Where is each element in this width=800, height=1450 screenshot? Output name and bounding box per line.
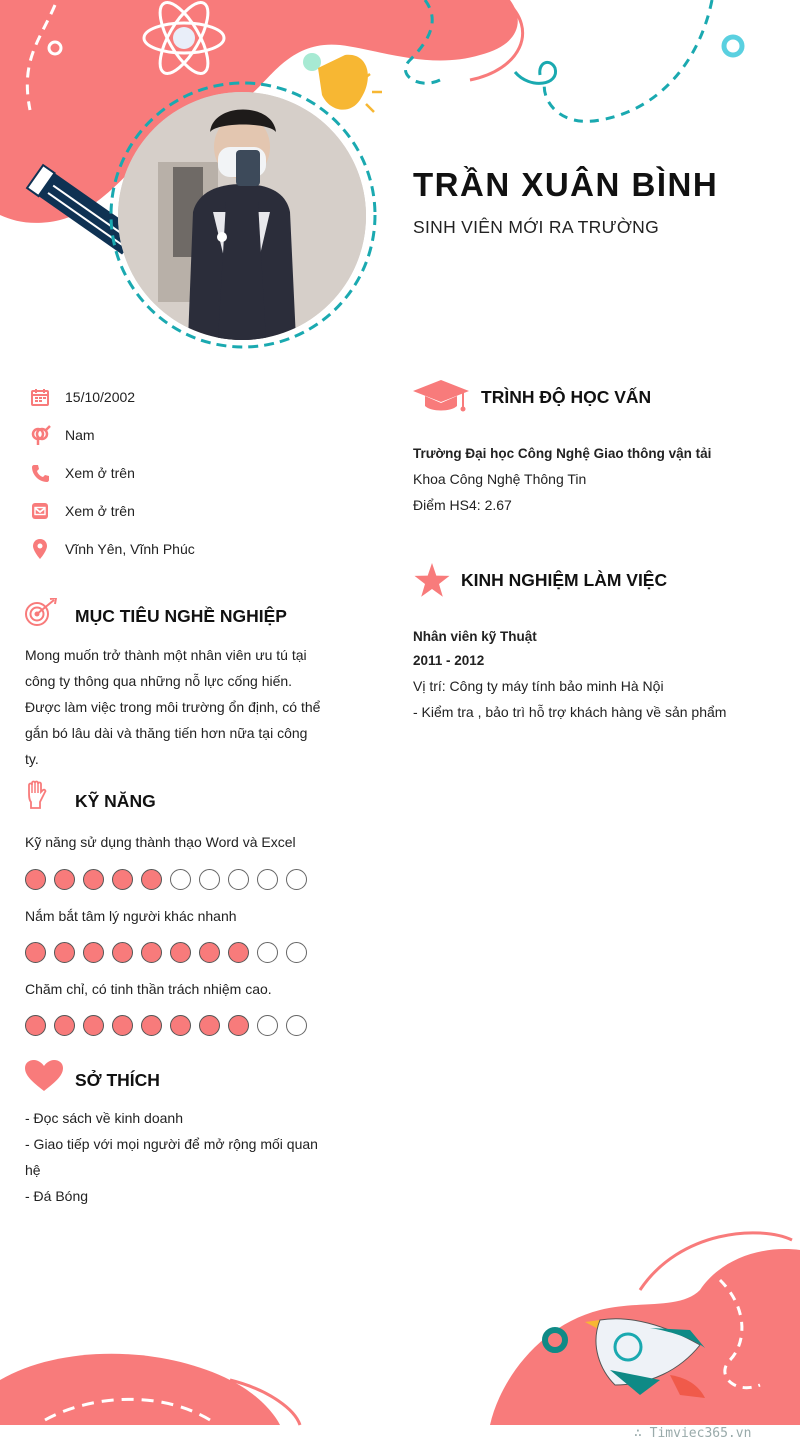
profile-photo xyxy=(118,92,366,340)
contact-gender xyxy=(28,423,95,447)
rating-dot-filled xyxy=(25,942,46,963)
rating-dot-empty xyxy=(257,1015,278,1036)
rating-dot-filled xyxy=(54,869,75,890)
objective-line: gắn bó lâu dài và thăng tiến hơn nữa tại công xyxy=(25,725,308,741)
hobby-line: - Đọc sách về kinh doanh xyxy=(25,1110,183,1126)
rating-dot-filled xyxy=(83,1015,104,1036)
hobby-line: - Đá Bóng xyxy=(25,1188,89,1204)
rating-dot-filled xyxy=(112,942,133,963)
gender-text: Nam xyxy=(65,427,95,443)
email-icon xyxy=(28,499,52,523)
education-school: Trường Đại học Công Nghệ Giao thông vận tải xyxy=(413,446,712,461)
rating-dot-empty xyxy=(257,869,278,890)
experience-position: Nhân viên kỹ Thuật xyxy=(413,629,537,644)
objective-line: Mong muốn trở thành một nhân viên ưu tú tại xyxy=(25,647,307,663)
skill-rating xyxy=(25,942,307,963)
rating-dot-empty xyxy=(257,942,278,963)
candidate-role: SINH VIÊN MỚI RA TRƯỜNG xyxy=(413,217,660,237)
target-icon xyxy=(24,598,58,633)
birthdate-text: 15/10/2002 xyxy=(65,389,136,405)
rating-dot-filled xyxy=(228,1015,249,1036)
phone-text: Xem ở trên xyxy=(65,465,135,481)
hobby-line: - Giao tiếp với mọi người để mở rộng mối quan xyxy=(25,1136,318,1152)
address-text: Vĩnh Yên, Vĩnh Phúc xyxy=(65,541,195,557)
skills-title: KỸ NĂNG xyxy=(75,791,156,811)
rating-dot-empty xyxy=(228,869,249,890)
rating-dot-filled xyxy=(25,1015,46,1036)
experience-title: KINH NGHIỆM LÀM VIỆC xyxy=(461,570,668,590)
hand-icon xyxy=(25,780,47,815)
rating-dot-empty xyxy=(170,869,191,890)
contact-phone xyxy=(28,461,135,485)
contact-birthdate xyxy=(28,385,136,409)
rating-dot-filled xyxy=(83,942,104,963)
graduation-cap-icon xyxy=(413,380,469,419)
skill-rating xyxy=(25,1015,307,1036)
email-text: Xem ở trên xyxy=(65,503,135,519)
experience-period: 2011 - 2012 xyxy=(413,653,485,668)
watermark: ∴ Timviec365.vn xyxy=(634,1426,752,1441)
rating-dot-filled xyxy=(170,1015,191,1036)
calendar-icon xyxy=(28,385,52,409)
hobbies-title: SỞ THÍCH xyxy=(75,1070,160,1090)
objective-line: ty. xyxy=(25,751,39,767)
skill-label: Kỹ năng sử dụng thành thạo Word và Excel xyxy=(25,834,296,850)
hobby-line: hệ xyxy=(25,1162,41,1178)
rating-dot-empty xyxy=(286,942,307,963)
rating-dot-filled xyxy=(228,942,249,963)
candidate-name: TRẦN XUÂN BÌNH xyxy=(413,166,719,203)
star-icon xyxy=(414,563,450,602)
skill-label: Chăm chỉ, có tinh thần trách nhiệm cao. xyxy=(25,981,272,997)
contact-email xyxy=(28,499,135,523)
heart-icon xyxy=(25,1060,63,1097)
rating-dot-filled xyxy=(141,942,162,963)
education-faculty: Khoa Công Nghệ Thông Tin xyxy=(413,471,587,487)
objective-line: công ty thông qua những nỗ lực cống hiến. xyxy=(25,673,293,689)
rating-dot-filled xyxy=(54,1015,75,1036)
skill-label: Nắm bắt tâm lý người khác nhanh xyxy=(25,908,237,924)
rating-dot-empty xyxy=(286,869,307,890)
location-pin-icon xyxy=(28,537,52,561)
education-title: TRÌNH ĐỘ HỌC VẤN xyxy=(481,387,652,407)
contact-address xyxy=(28,537,195,561)
rating-dot-filled xyxy=(25,869,46,890)
objective-title: MỤC TIÊU NGHỀ NGHIỆP xyxy=(75,606,287,626)
experience-duty: - Kiểm tra , bảo trì hỗ trợ khách hàng về sản phẩm xyxy=(413,704,727,720)
objective-text xyxy=(25,642,320,772)
education-gpa: Điểm HS4: 2.67 xyxy=(413,497,512,513)
skill-rating xyxy=(25,869,307,890)
rating-dot-filled xyxy=(141,1015,162,1036)
rating-dot-filled xyxy=(199,942,220,963)
objective-line: Được làm việc trong môi trường ổn định, có thể xyxy=(25,699,321,715)
rating-dot-filled xyxy=(170,942,191,963)
rating-dot-empty xyxy=(199,869,220,890)
phone-icon xyxy=(28,461,52,485)
rating-dot-empty xyxy=(286,1015,307,1036)
rating-dot-filled xyxy=(199,1015,220,1036)
gender-icon xyxy=(28,423,52,447)
hobbies-text xyxy=(25,1105,318,1209)
rating-dot-filled xyxy=(141,869,162,890)
rating-dot-filled xyxy=(112,1015,133,1036)
rating-dot-filled xyxy=(54,942,75,963)
rating-dot-filled xyxy=(83,869,104,890)
experience-place: Vị trí: Công ty máy tính bảo minh Hà Nội xyxy=(413,678,664,694)
rating-dot-filled xyxy=(112,869,133,890)
